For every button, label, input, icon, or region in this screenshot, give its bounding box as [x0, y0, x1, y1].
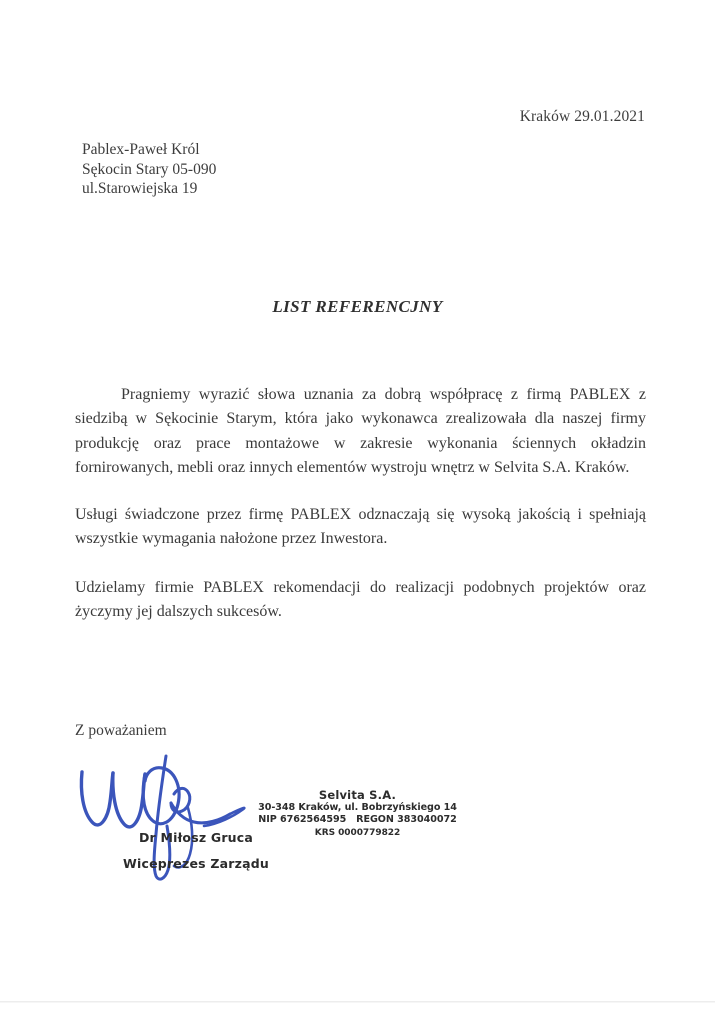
document-body: [75, 383, 646, 624]
stamp-company-krs: KRS 0000779822: [314, 827, 401, 838]
company-stamp: [255, 789, 460, 839]
recipient-line-1: Pablex-Paweł Król: [82, 141, 200, 158]
signatory-role: Wiceprezes Zarządu: [123, 856, 269, 871]
document-title: LIST REFERENCJNY: [272, 297, 443, 316]
closing-salutation: Z poważaniem: [75, 722, 167, 739]
body-paragraph-3: Udzielamy firmie PABLEX rekomendacji do realizacji podobnych projektów oraz życzymy jej dalszych sukcesów.: [75, 578, 646, 621]
recipient-address-block: [82, 140, 216, 199]
recipient-line-2: Sękocin Stary 05-090: [82, 160, 217, 178]
body-paragraph-2: Usługi świadczone przez firmę PABLEX odznaczają się wysoką jakością i spełniają wszystkie wymagania nałożone przez Inwestora.: [75, 506, 646, 548]
date-line: Kraków 29.01.2021: [519, 108, 645, 125]
recipient-line-3: ul.Starowiejska 19: [82, 180, 198, 197]
scan-edge-line-soft: [0, 1002, 715, 1003]
signatory-name: Dr Miłosz Gruca: [138, 830, 254, 845]
stamp-company-ids: NIP 6762564595 REGON 383040072: [258, 814, 457, 826]
stamp-company-address: 30-348 Kraków, ul. Bobrzyńskiego 14: [258, 802, 457, 813]
body-paragraph-1: Pragniemy wyrazić słowa uznania za dobrą współpracę z firmą PABLEX z siedzibą w Sękocinie Starym, która jako wykonawca zrealizowała dla naszej firmy produkcję oraz prace montażowe w zakresie wykonania ściennych okładzin fornirowanych, mebli oraz innych elementów wystroju wnętrz w Selvita S.A. Kraków.: [75, 386, 646, 476]
stamp-company-name: Selvita S.A.: [318, 788, 397, 802]
